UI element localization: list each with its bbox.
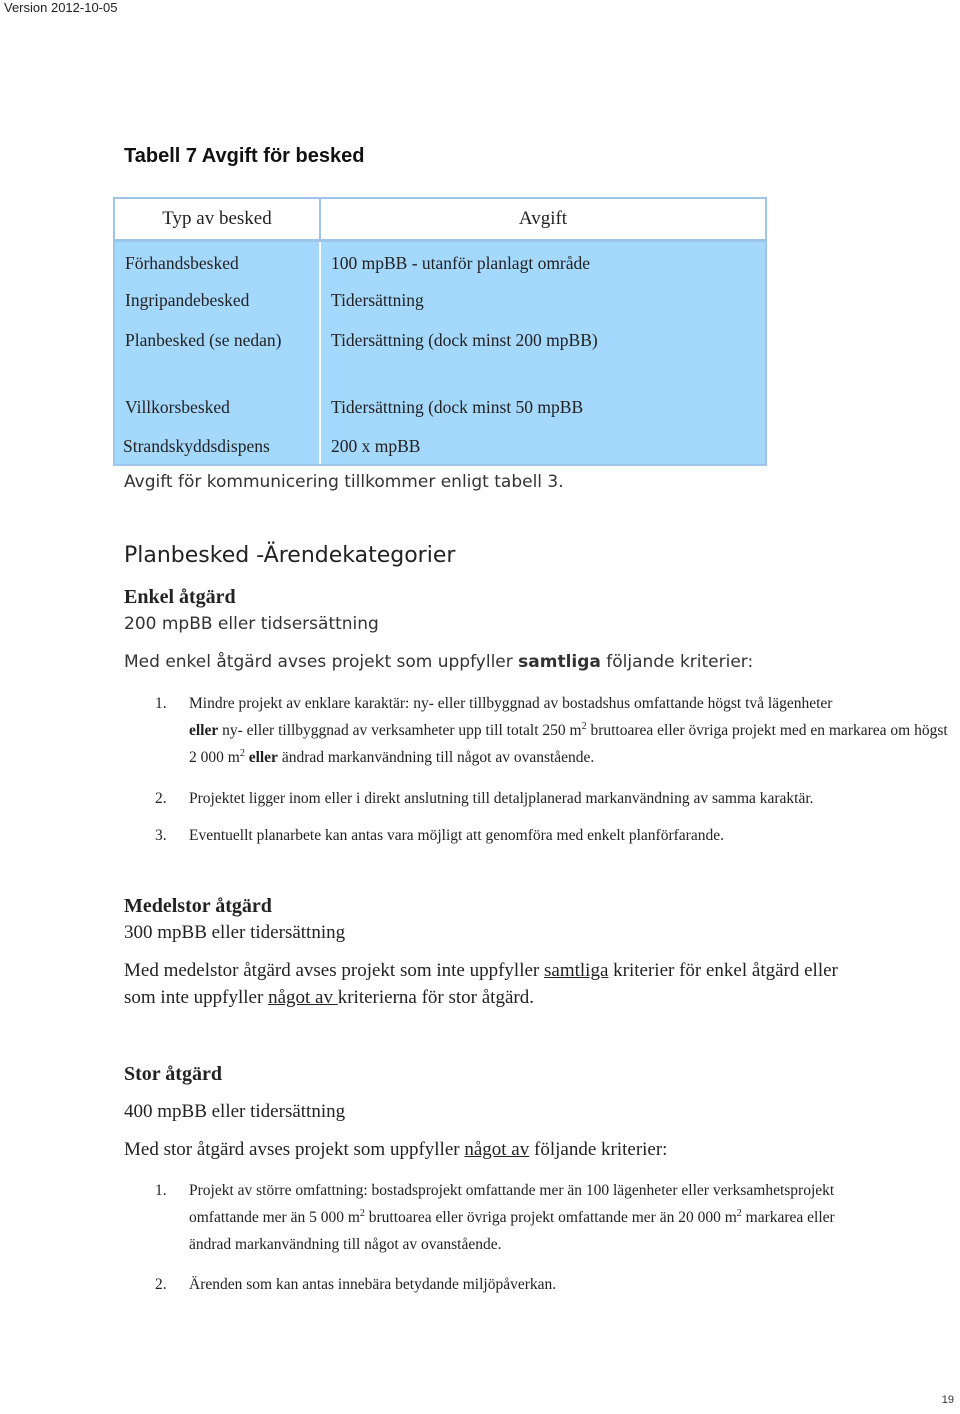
superscript: 2 (359, 1207, 365, 1219)
list-number: 1. (155, 695, 167, 712)
table-row (114, 319, 766, 386)
fee-table (113, 197, 767, 466)
page-number: 19 (941, 1394, 954, 1406)
list-item (155, 822, 955, 849)
bold-word: eller (189, 722, 219, 739)
list-text-part: bruttoarea eller övriga projekt omfattande mer än 20 000 m (364, 1209, 737, 1226)
medel-underlined: samtliga (544, 960, 609, 981)
cell-fee: Tidersättning (dock minst 200 mpBB) (320, 319, 766, 386)
cell-fee: Tidersättning (320, 279, 766, 319)
list-number: 3. (155, 827, 167, 844)
enkel-fee: 200 mpBB eller tidsersättning (124, 614, 379, 634)
medel-text: Med medelstor åtgärd avses projekt som inte uppfyller (124, 960, 545, 981)
table-row (114, 425, 766, 465)
stor-title: Stor åtgärd (124, 1063, 222, 1085)
section-heading: Planbesked -Ärendekategorier (124, 543, 456, 568)
enkel-criteria-list (155, 690, 955, 771)
stor-intro-underlined: något av (464, 1139, 530, 1160)
cell-fee: 100 mpBB - utanför planlagt område (320, 241, 766, 279)
cell-fee: 200 x mpBB (320, 425, 766, 465)
medel-text: som inte uppfyller (124, 987, 269, 1008)
list-number: 1. (155, 1182, 167, 1199)
superscript: 2 (239, 747, 245, 759)
list-text: Mindre projekt av enklare karaktär: ny- eller tillbyggnad av bostadshus omfattande högst två lägenheter (189, 695, 833, 712)
table-title: Tabell 7 Avgift för besked (124, 145, 365, 167)
bold-word: eller (248, 749, 278, 766)
table-row (114, 386, 766, 425)
list-text: Projekt av större omfattning: bostadsprojekt omfattande mer än 100 lägenheter eller verksamhetsprojekt (189, 1182, 835, 1199)
list-text-part: omfattande mer än 5 000 m (189, 1209, 360, 1226)
cell-type: Strandskyddsdispens (114, 425, 320, 465)
cell-type: Förhandsbesked (114, 241, 320, 279)
superscript: 2 (736, 1207, 742, 1219)
cell-type: Ingripandebesked (114, 279, 320, 319)
medel-text: kriterier för enkel åtgärd eller (608, 960, 838, 981)
list-item (155, 690, 955, 771)
enkel-intro-bold: samtliga (518, 652, 601, 672)
table-note: Avgift för kommunicering tillkommer enligt tabell 3. (124, 472, 564, 492)
stor-intro-text: Med stor åtgärd avses projekt som uppfyller (124, 1139, 465, 1160)
stor-criteria-list (155, 1177, 955, 1258)
cell-type: Planbesked (se nedan) (114, 319, 320, 386)
enkel-intro (124, 652, 753, 672)
stor-intro-text-end: följande kriterier: (529, 1139, 668, 1160)
cell-type: Villkorsbesked (114, 386, 320, 425)
medel-fee: 300 mpBB eller tidersättning (124, 922, 346, 943)
list-text (189, 1204, 955, 1231)
enkel-title: Enkel åtgärd (124, 586, 236, 608)
medel-line-1 (124, 960, 838, 982)
superscript: 2 (581, 720, 587, 732)
column-header-fee: Avgift (320, 198, 766, 241)
list-text: ändrad markanvändning till något av ovanstående. (189, 1236, 502, 1253)
table-header-row (114, 198, 766, 241)
list-text (189, 717, 955, 771)
medel-underlined: något av (268, 987, 338, 1008)
table-row (114, 241, 766, 279)
list-text-part: ändrad markanvändning till något av ovanstående. (277, 749, 595, 766)
list-text-part: markarea eller (741, 1209, 835, 1226)
medel-title: Medelstor åtgärd (124, 895, 272, 917)
enkel-intro-text-end: följande kriterier: (600, 652, 754, 672)
list-item (155, 1271, 955, 1298)
medel-line-2 (124, 987, 534, 1009)
table-row (114, 279, 766, 319)
medel-text: kriterierna för stor åtgärd. (337, 987, 534, 1008)
list-text: Eventuellt planarbete kan antas vara möjligt att genomföra med enkelt planförfarande. (189, 827, 724, 844)
cell-fee: Tidersättning (dock minst 50 mpBB (320, 386, 766, 425)
column-header-type: Typ av besked (114, 198, 320, 241)
enkel-intro-text: Med enkel åtgärd avses projekt som uppfyller (124, 652, 519, 672)
list-text: Projektet ligger inom eller i direkt anslutning till detaljplanerad markanvändning av samma karaktär. (189, 790, 814, 807)
list-number: 2. (155, 1276, 167, 1293)
list-item (155, 785, 955, 812)
list-text: Ärenden som kan antas innebära betydande miljöpåverkan. (189, 1276, 557, 1293)
list-text-part: ny- eller tillbyggnad av verksamheter upp till totalt 250 m (218, 722, 582, 739)
list-text-part: bruttoarea eller övriga projekt med en markarea om högst 2 000 m (189, 722, 948, 766)
stor-fee: 400 mpBB eller tidersättning (124, 1101, 346, 1122)
list-item (155, 1177, 955, 1258)
version-label: Version 2012-10-05 (4, 0, 118, 15)
list-number: 2. (155, 790, 167, 807)
stor-intro (124, 1139, 667, 1161)
